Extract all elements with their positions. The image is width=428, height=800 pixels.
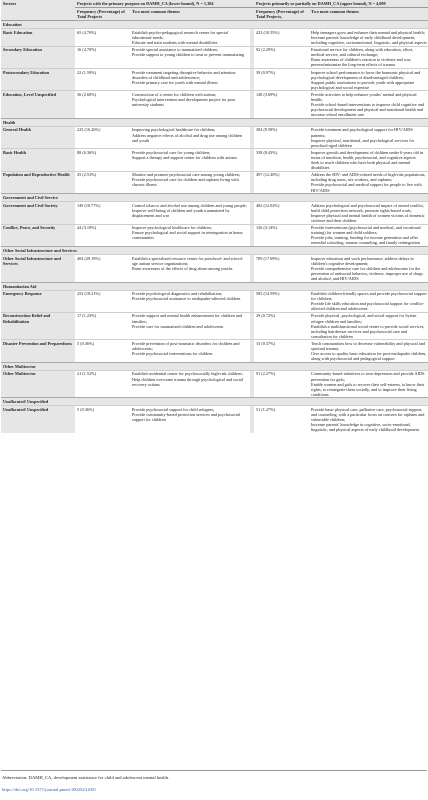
table-row <box>1 370 428 397</box>
frequency-lower: 17 (1.23%) <box>75 312 130 339</box>
table-row <box>1 46 428 68</box>
theme-item: Improve physical and mental health of women victims of domestic violence and their children <box>311 212 425 223</box>
frequency-upper: 126 (3.14%) <box>254 224 309 246</box>
frequency-upper: 29 (0.72%) <box>254 312 309 339</box>
theme-item: Establish a specialized resource center for preschool- and school-age autism service organizations; <box>132 255 244 266</box>
theme-item: Provide psychosocial and medical support for people to live with HIV/AIDS <box>311 182 422 193</box>
frequency-lower: 5 (0.36%) <box>75 406 130 433</box>
theme-item: Provide support and mental health enhancement for children and families; <box>132 313 242 324</box>
frequency-lower: 21 (1.52%) <box>75 370 130 397</box>
theme-item: Provide jobs, training, funding for income generation and offer remedial schooling, trauma counseling, and family reintegration <box>311 235 421 246</box>
theme-item: Address negative effects of alcohol and drug use among children and youth <box>132 132 243 143</box>
theme-item: Psychological intervention and development project for poor university students <box>132 97 236 108</box>
upper-bound-header: Projects primarily or partially on DAMH_CA (upper bound), N = 4,009 <box>254 0 428 8</box>
table-row <box>1 126 428 148</box>
themes-lower <box>130 69 250 91</box>
frequency-upper: 51 (1.27%) <box>254 406 309 433</box>
category-row <box>1 246 428 254</box>
sector-name: Postsecondary Education <box>1 69 75 91</box>
themes-lower <box>130 171 250 193</box>
themes-lower <box>130 149 250 171</box>
themes-lower <box>130 406 250 433</box>
table-bottom-rule <box>1 770 427 771</box>
sector-name: Reconstruction Relief and Rehabilitation <box>1 312 75 339</box>
themes-upper <box>309 91 428 118</box>
theme-item: Help children overcome trauma through psychological and social recovery actions <box>132 376 244 387</box>
sectors-header: Sectors <box>1 0 75 21</box>
frequency-lower: 5 (0.36%) <box>75 340 130 362</box>
themes-upper <box>309 370 428 397</box>
theme-item: Improve psychological healthcare for children; <box>132 225 212 231</box>
themes-lower <box>130 370 250 397</box>
theme-item: Increase parents' knowledge in cognitive, socio-emotional, linguistic, and physical aspects of early childhood development <box>311 422 419 433</box>
frequency-lower: 252 (18.21%) <box>75 290 130 312</box>
themes-upper <box>309 69 428 91</box>
themes-upper <box>309 406 428 433</box>
frequency-lower: 36 (2.60%) <box>75 91 130 118</box>
theme-item: Provide treatment targeting disruptive behavior and attention disorders of childhood and adolescence; <box>132 69 236 80</box>
table-row <box>1 406 428 433</box>
table-row <box>1 149 428 171</box>
themes-lower <box>130 91 250 118</box>
theme-item: Provide basic physical care, palliative care, psychosocial support, and counseling, with a particular focus on concern for orphans and vulnerable children; <box>311 406 425 423</box>
themes-upper <box>309 126 428 148</box>
theme-item: Seek to reach children who have both physical and mental disabilities <box>311 160 411 171</box>
frequency-lower: 35 (2.53%) <box>75 171 130 193</box>
category-label: Other Social Infrastructure and Services <box>1 246 428 254</box>
frequency-upper: 423 (10.55%) <box>254 29 309 46</box>
table-row <box>1 312 428 339</box>
sector-name: Unallocated/ Unspecified <box>1 406 75 433</box>
category-label: Education <box>1 21 428 29</box>
table-row <box>1 29 428 46</box>
theme-item: Community-based initiatives to treat depression and provide AIDS prevention for girls; <box>311 371 425 382</box>
theme-item: Provide community-based protection services and psychosocial support for children <box>132 412 240 423</box>
theme-item: Improve education and work performance, address delays in children's cognitive development; <box>311 255 414 266</box>
theme-item: Improve physical, nutritional, and psychological services for preschool-aged children <box>311 137 415 148</box>
frequency-upper: 148 (3.69%) <box>254 91 309 118</box>
themes-lower <box>130 46 250 68</box>
category-label: Government and Civil Service <box>1 194 428 202</box>
themes-lower <box>130 29 250 46</box>
theme-item: Raise awareness of the effects of drug abuse among youths <box>132 265 233 271</box>
theme-item: Improve school performance to favor the harmonic physical and psychological development of disadvantaged children; <box>311 69 421 80</box>
theme-item: Monitor and promote psychosocial care among young children; <box>132 172 240 178</box>
theme-item: Control tobacco and alcohol use among children and young people; <box>132 202 247 208</box>
table-row <box>1 69 428 91</box>
table-row <box>1 91 428 118</box>
frequency-lower: 16 (4.70%) <box>75 46 130 68</box>
theme-item: Emotional service for children, along with education, effort, medical service, and cultural exchange; <box>311 47 414 58</box>
theme-item: Provide support to young children to treat or prevent traumatizing <box>132 52 245 58</box>
theme-item: Provide psychosocial support for child refugees; <box>132 406 215 412</box>
frequency-upper: 91 (2.27%) <box>254 370 309 397</box>
theme-item: Provide physical, psychological, and social support for Syrian refugee children and families; <box>311 313 417 324</box>
themes-upper <box>309 29 428 46</box>
themes-upper <box>309 171 428 193</box>
theme-item: Address psychological and psychosocial impact of armed conflict, build child protection network, promote rights-based work; <box>311 202 424 213</box>
frequency-lower: 65 (4.70%) <box>75 29 130 46</box>
sector-name: Emergency Response <box>1 290 75 312</box>
frequency-lower: 225 (16.26%) <box>75 126 130 148</box>
themes-lower <box>130 312 250 339</box>
theme-item: Educate and train students with mental disabilities <box>132 40 218 46</box>
sector-name: Conflict, Peace, and Security <box>1 224 75 246</box>
category-row <box>1 21 428 29</box>
frequency-lower: 22 (1.59%) <box>75 69 130 91</box>
theme-item: Provide care for traumatized children and adolescents <box>132 323 224 329</box>
sector-name: Government and Civil Society <box>1 202 75 224</box>
theme-item: Provide primary care for youth with mental illness <box>132 79 218 85</box>
frequency-upper: 497 (12.40%) <box>254 171 309 193</box>
themes-upper <box>309 255 428 282</box>
theme-item: Provide prevention of post-traumatic disorders for children and adolescents; <box>132 340 240 352</box>
theme-item: Teach communities how to decrease vulnerability and physical and spiritual trauma; <box>311 340 425 352</box>
table-row <box>1 202 428 224</box>
theme-item: Support a therapy and support center for children with autism <box>132 154 237 160</box>
category-label: Other Multisector <box>1 362 428 370</box>
sector-name: Population and Reproductive Health <box>1 171 75 193</box>
frequency-lower: 404 (29.19%) <box>75 255 130 282</box>
freq-lower-header: Frequency (Percentage) of Total Projects <box>75 8 130 21</box>
sector-name: Basic Education <box>1 29 75 46</box>
table-row <box>1 171 428 193</box>
lower-bound-header: Projects with the primary purpose on DAMH_CA (lower bound), N = 1,384 <box>75 0 250 8</box>
frequency-upper: 15 (0.37%) <box>254 340 309 362</box>
themes-upper <box>309 149 428 171</box>
table-body <box>1 21 428 433</box>
theme-item: Establish children-friendly spaces and provide psychosocial support for children; <box>311 291 427 302</box>
themes-upper <box>309 46 428 68</box>
frequency-upper: 709 (17.69%) <box>254 255 309 282</box>
table-row <box>1 340 428 362</box>
theme-item: Establish residential center for psychosocially high-risk children; <box>132 371 243 377</box>
sector-name: General Health <box>1 126 75 148</box>
themes-upper <box>309 312 428 339</box>
sector-name: Education, Level Unspecified <box>1 91 75 118</box>
category-row <box>1 362 428 370</box>
frequency-upper: 585 (14.59%) <box>254 290 309 312</box>
doi-link[interactable]: https://doi.org/10.1371/journal.pmed.1002524.t001 <box>2 787 97 792</box>
themes-upper <box>309 202 428 224</box>
frequency-lower: 88 (6.36%) <box>75 149 130 171</box>
theme-item: Provide comprehensive care for children and adolescents for the prevention of antisocial behavior, violence, improper use of drugs and alcohol, and HIV/AIDS <box>311 265 423 281</box>
themes-upper <box>309 290 428 312</box>
category-row <box>1 398 428 406</box>
themes-lower <box>130 224 250 246</box>
theme-item: Help teenagers grow and enhance their mental and physical health; <box>311 29 425 35</box>
theme-item: Give access to quality basic education for post-earthquake children, along with psychosocial and pedagogical support <box>311 351 427 362</box>
category-row <box>1 194 428 202</box>
category-row <box>1 282 428 290</box>
frequency-upper: 92 (2.29%) <box>254 46 309 68</box>
abbreviation-note: Abbreviation: DAMH_CA, development assistance for child and adolescent mental health. <box>2 775 170 780</box>
theme-item: Address the HIV- and AIDS-related needs of high-risk populations, including drug users, sex workers, and orphans; <box>311 172 426 183</box>
themes-lower <box>130 126 250 148</box>
frequency-upper: 338 (8.43%) <box>254 149 309 171</box>
theme-item: Provide interventions (psychosocial and medical, and vocational training) for women and child soldiers; <box>311 225 421 236</box>
themes-lower <box>130 255 250 282</box>
theme-item: Enable women and girls to recover their self-esteem, to know their rights, to reintegrate them socially, and to improve their living conditions <box>311 381 425 397</box>
frequency-lower: 44 (3.18%) <box>75 224 130 246</box>
table-row <box>1 224 428 246</box>
category-label: Unallocated/ Unspecified <box>1 398 428 406</box>
theme-item: Establish a multifunctional social center to provide social services, including hairdresser services and psychosocial care and consultation for children <box>311 323 425 339</box>
theme-item: Provide school-based interventions to improve child cognitive and psychosocial development and physical and nutritional health and increase school enrollment rate <box>311 102 424 118</box>
sector-themes-table <box>1 0 428 433</box>
sector-name: Other Social Infrastructure and Services <box>1 255 75 282</box>
frequency-upper: 482 (12.02%) <box>254 202 309 224</box>
theme-item: Provide psychosocial care for children and orphans living with chronic illness <box>132 177 239 188</box>
themes-upper <box>309 224 428 246</box>
frequency-upper: 39 (0.97%) <box>254 69 309 91</box>
themes-lower <box>130 202 250 224</box>
theme-item: Construction of a center for children with autism; <box>132 91 217 97</box>
themes-upper <box>309 340 428 362</box>
table-row <box>1 290 428 312</box>
theme-item: Provide psychosocial interventions for children <box>132 351 213 357</box>
theme-item: Support public institutions to provide youth with appropriate psychological and social expertise <box>311 79 415 90</box>
theme-item: Provide psychosocial assistance to earthquake-affected children <box>132 296 241 302</box>
frequency-lower: 149 (10.77%) <box>75 202 130 224</box>
theme-item: Provide life skills education and psychosocial support for conflict-affected children and adolescents <box>311 301 425 312</box>
sector-name: Secondary Education <box>1 46 75 68</box>
themes-lower <box>130 340 250 362</box>
theme-item: Improve well-being of children and youth traumatized by displacement and war <box>132 207 230 218</box>
theme-item: Raise awareness of children's reaction to violence and war, prevent/minimize the long-term effects of trauma <box>311 57 412 68</box>
themes-lower-header: Two most common themes <box>130 8 250 21</box>
themes-upper-header: Two most common themes <box>309 8 428 21</box>
sector-name: Basic Health <box>1 149 75 171</box>
category-row <box>1 118 428 126</box>
theme-item: Provide treatment and psychological support for HIV/AIDS patients; <box>311 127 413 138</box>
theme-item: Provide activities to help enhance youths' mental and physical health; <box>311 91 417 102</box>
category-label: Health <box>1 118 428 126</box>
table-row <box>1 255 428 282</box>
category-label: Humanitarian Aid <box>1 282 428 290</box>
theme-item: Increase parents' knowledge of early childhood development, including cognitive, socioemotional, linguistic, and physical aspects <box>311 34 427 46</box>
theme-item: Improving psychological healthcare for children; <box>132 127 216 133</box>
freq-upper-header: Frequency (Percentage) of Total Projects, <box>254 8 309 21</box>
header-row-groups <box>1 0 428 8</box>
theme-item: Provide psychological diagnostics and rehabilitation; <box>132 291 223 297</box>
theme-item: Establish psycho-pedagogical research center for special educational needs; <box>132 29 229 40</box>
theme-item: Provide special assistance to traumatized children; <box>132 47 218 53</box>
theme-item: Improve growth and development of children under 6 years old in terms of nutrition, health, psychosocial, and cognitive aspects <box>311 149 424 160</box>
sector-name: Disaster Prevention and Preparedness <box>1 340 75 362</box>
sector-name: Other Multisector <box>1 370 75 397</box>
themes-lower <box>130 290 250 312</box>
theme-item: Provide psychosocial care for young children; <box>132 149 211 155</box>
frequency-upper: 384 (9.58%) <box>254 126 309 148</box>
theme-item: Ensure psychological and social support in reintegration in home communities <box>132 230 243 241</box>
